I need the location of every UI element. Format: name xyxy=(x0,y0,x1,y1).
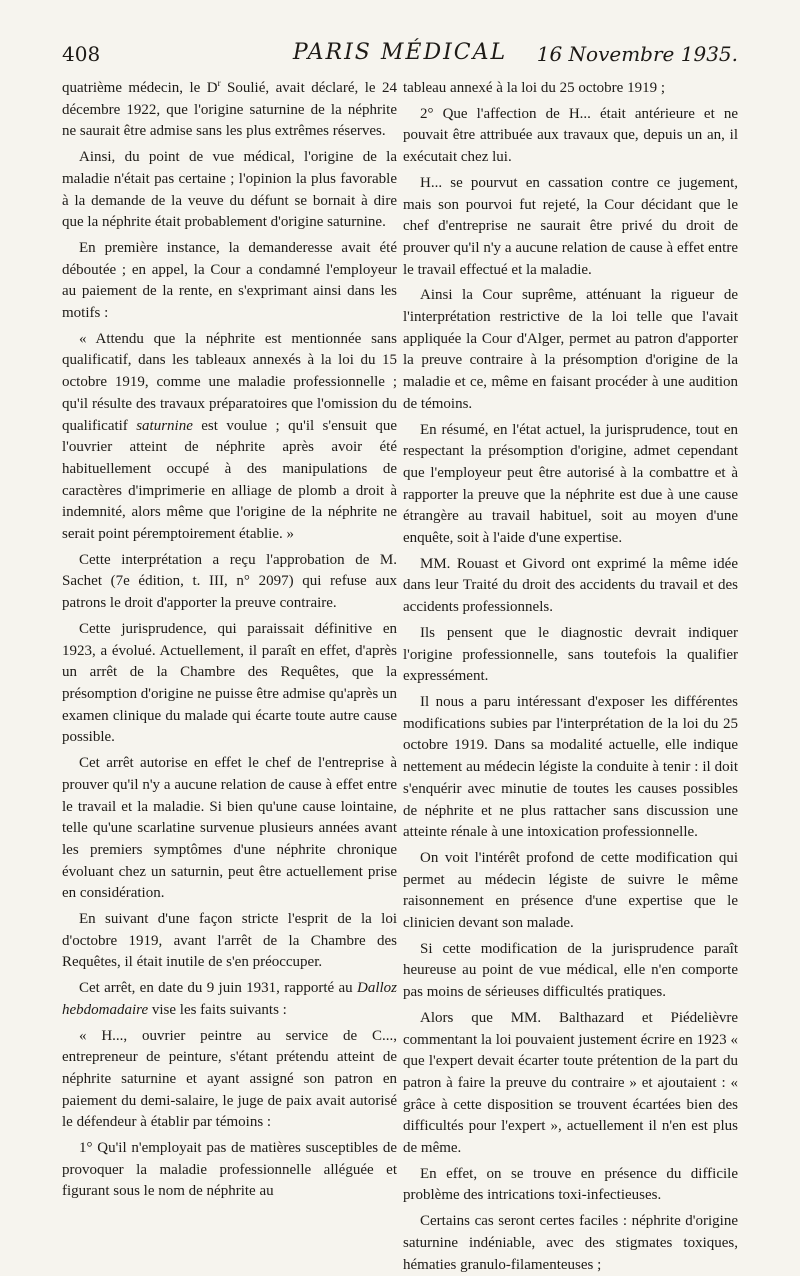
paragraph: Cet arrêt autorise en effet le chef de l'entreprise à prouver qu'il n'y a aucune relation de cause à effet entre le travail et la maladie. Si bien qu'une cause lointaine, telle qu'une scarlatine survenue plusieurs années avant les premiers symptômes d'une néphrite chronique évoluant chez un saturnin, peut être actuellement prise en considération. xyxy=(62,755,397,902)
paragraph: En effet, on se trouve en présence du difficile problème des intrications toxi-infectieuses. xyxy=(403,1165,738,1204)
quoted-paragraph: « H..., ouvrier peintre au service de C..., entrepreneur de peinture, s'étant prétendu atteint de néphrite saturnine et ayant assigné son patron en paiement du demi-salaire, le juge de paix avait autorisé le défendeur à établir par témoins : xyxy=(62,1027,397,1131)
paragraph: Il nous a paru intéressant d'exposer les différentes modifications subies par l'interprétation de la loi du 25 octobre 1919. Dans sa modalité actuelle, elle indique nettement au médecin légiste la conduite à tenir : il doit s'enquérir avec minutie de toutes les causes possibles de néphrite et ne plus rattacher sans discussion une atteinte rénale à une intoxication professionnelle. xyxy=(403,693,738,841)
paragraph: En première instance, la demanderesse avait été déboutée ; en appel, la Cour a condamné l'employeur au paiement de la rente, en s'exprimant ainsi dans les motifs : xyxy=(62,239,397,322)
paragraph: Ils pensent que le diagnostic devrait indiquer l'origine professionnelle, sans toutefois la qualifier expressément. xyxy=(403,624,738,685)
paragraph: En résumé, en l'état actuel, la jurisprudence, tout en respectant la présomption d'origine, admet cependant que l'employeur peut être autorisé à la combattre et à rapporter la preuve que la néphrite est due à une cause étrangère au travail habituel, soit au moyen d'une enquête, soit à l'aide d'une expertise. xyxy=(403,421,738,547)
paragraph: Ainsi la Cour suprême, atténuant la rigueur de l'interprétation restrictive de la loi telle que l'avait appliquée la Cour d'Alger, permet au patron d'apporter la preuve contraire à la présomption d'origine de la maladie et ce, même en faisant procéder à une audition de témoins. xyxy=(403,287,738,412)
paragraph: quatrième médecin, le $D^r$ Soulié, avait déclaré, le 24 décembre 1922, que l'origine saturnine de la néphrite ne saurait être admise sans les plus extrêmes réserves. xyxy=(62,78,397,140)
paragraph: Cette interprétation a reçu l'approbation de M. Sachet (7e édition, t. III, n° 2097) qui refuse aux patrons le droit d'apporter la preuve contraire. xyxy=(62,551,397,612)
left-column xyxy=(62,78,397,1203)
paragraph: En suivant d'une façon stricte l'esprit de la loi d'octobre 1919, avant l'arrêt de la Chambre des Requêtes, il était inutile de s'en préoccuper. xyxy=(62,911,397,971)
paragraph: MM. Rouast et Givord ont exprimé la même idée dans leur Traité du droit des accidents du travail et des accidents professionnels. xyxy=(403,555,738,616)
paragraph: tableau annexé à la loi du 25 octobre 1919 ; xyxy=(403,80,665,96)
paragraph: Cet arrêt, en date du 9 juin 1931, rapporté au Dalloz hebdomadaire vise les faits suivants : xyxy=(62,980,397,1018)
paragraph: Ainsi, du point de vue médical, l'origine de la maladie n'était pas certaine ; l'opinion la plus favorable à la demande de la veuve du défunt se bornait à dire que la néphrite était probablement d'origine saturnine. xyxy=(62,149,397,231)
page-number: 408 xyxy=(62,42,101,66)
right-column xyxy=(403,78,738,1276)
paragraph: 1° Qu'il n'employait pas de matières susceptibles de provoquer la maladie professionnelle alléguée et figurant sous le nom de néphrite au xyxy=(62,1140,397,1200)
paragraph: Alors que MM. Balthazard et Piédelièvre commentant la loi pouvaient justement écrire en 1923 « que l'expert devait écarter toute prétention de la part du patron à faire la preuve du contraire » et ajoutaient : « grâce à cette disposition se trouvent écartées bien des difficultés pour l'expert », actuellement il n'en est plus de même. xyxy=(403,1009,738,1157)
paragraph: 2° Que l'affection de H... était antérieure et ne pouvait être attribuée aux travaux que, depuis un an, il exécutait chez lui. xyxy=(403,105,738,166)
paragraph: H... se pourvut en cassation contre ce jugement, mais son pourvoi fut rejeté, la Cour décidant que le chef d'entreprise ne saurait être privé du droit de prouver qu'il n'y a aucune relation de cause à effet entre le travail effectué et la maladie. xyxy=(403,174,738,278)
journal-title: PARIS MÉDICAL xyxy=(292,40,508,65)
paragraph: Si cette modification de la jurisprudence paraît heureuse au point de vue médical, elle n'en comporte pas moins de sérieuses difficultés pratiques. xyxy=(403,940,738,1001)
issue-date: 16 Novembre 1935. xyxy=(536,42,738,66)
paragraph: Certains cas seront certes faciles : néphrite d'origine saturnine indéniable, avec des stigmates toxiques, hématies granulo-filamenteuses ; xyxy=(403,1213,738,1273)
paragraph: On voit l'intérêt profond de cette modification qui permet au médecin légiste de suivre le même raisonnement en présence d'une expertise que le clinicien devant son malade. xyxy=(403,849,738,932)
paragraph: Cette jurisprudence, qui paraissait définitive en 1923, a évolué. Actuellement, il paraît en effet, d'après un arrêt de la Chambre des Requêtes, que la présomption d'origine ne puisse être admise qu'après un examen clinique du malade qui écarte toute autre cause possible. xyxy=(62,620,397,746)
quoted-paragraph: « Attendu que la néphrite est mentionnée sans qualificatif, dans les tableaux annexés à la loi du 15 octobre 1919, comme une maladie professionnelle ; qu'il résulte des travaux préparatoires que l'omission du qualificatif saturnine est voulue ; qu'il s'ensuit que l'ouvrier atteint de néphrite après avoir été habituellement occupé à des manipulations de caractères d'imprimerie en alliage de plomb a droit à indemnité, alors même que l'origine de la néphrite ne serait point péremptoirement établie. » xyxy=(62,330,397,543)
running-header xyxy=(62,38,738,74)
